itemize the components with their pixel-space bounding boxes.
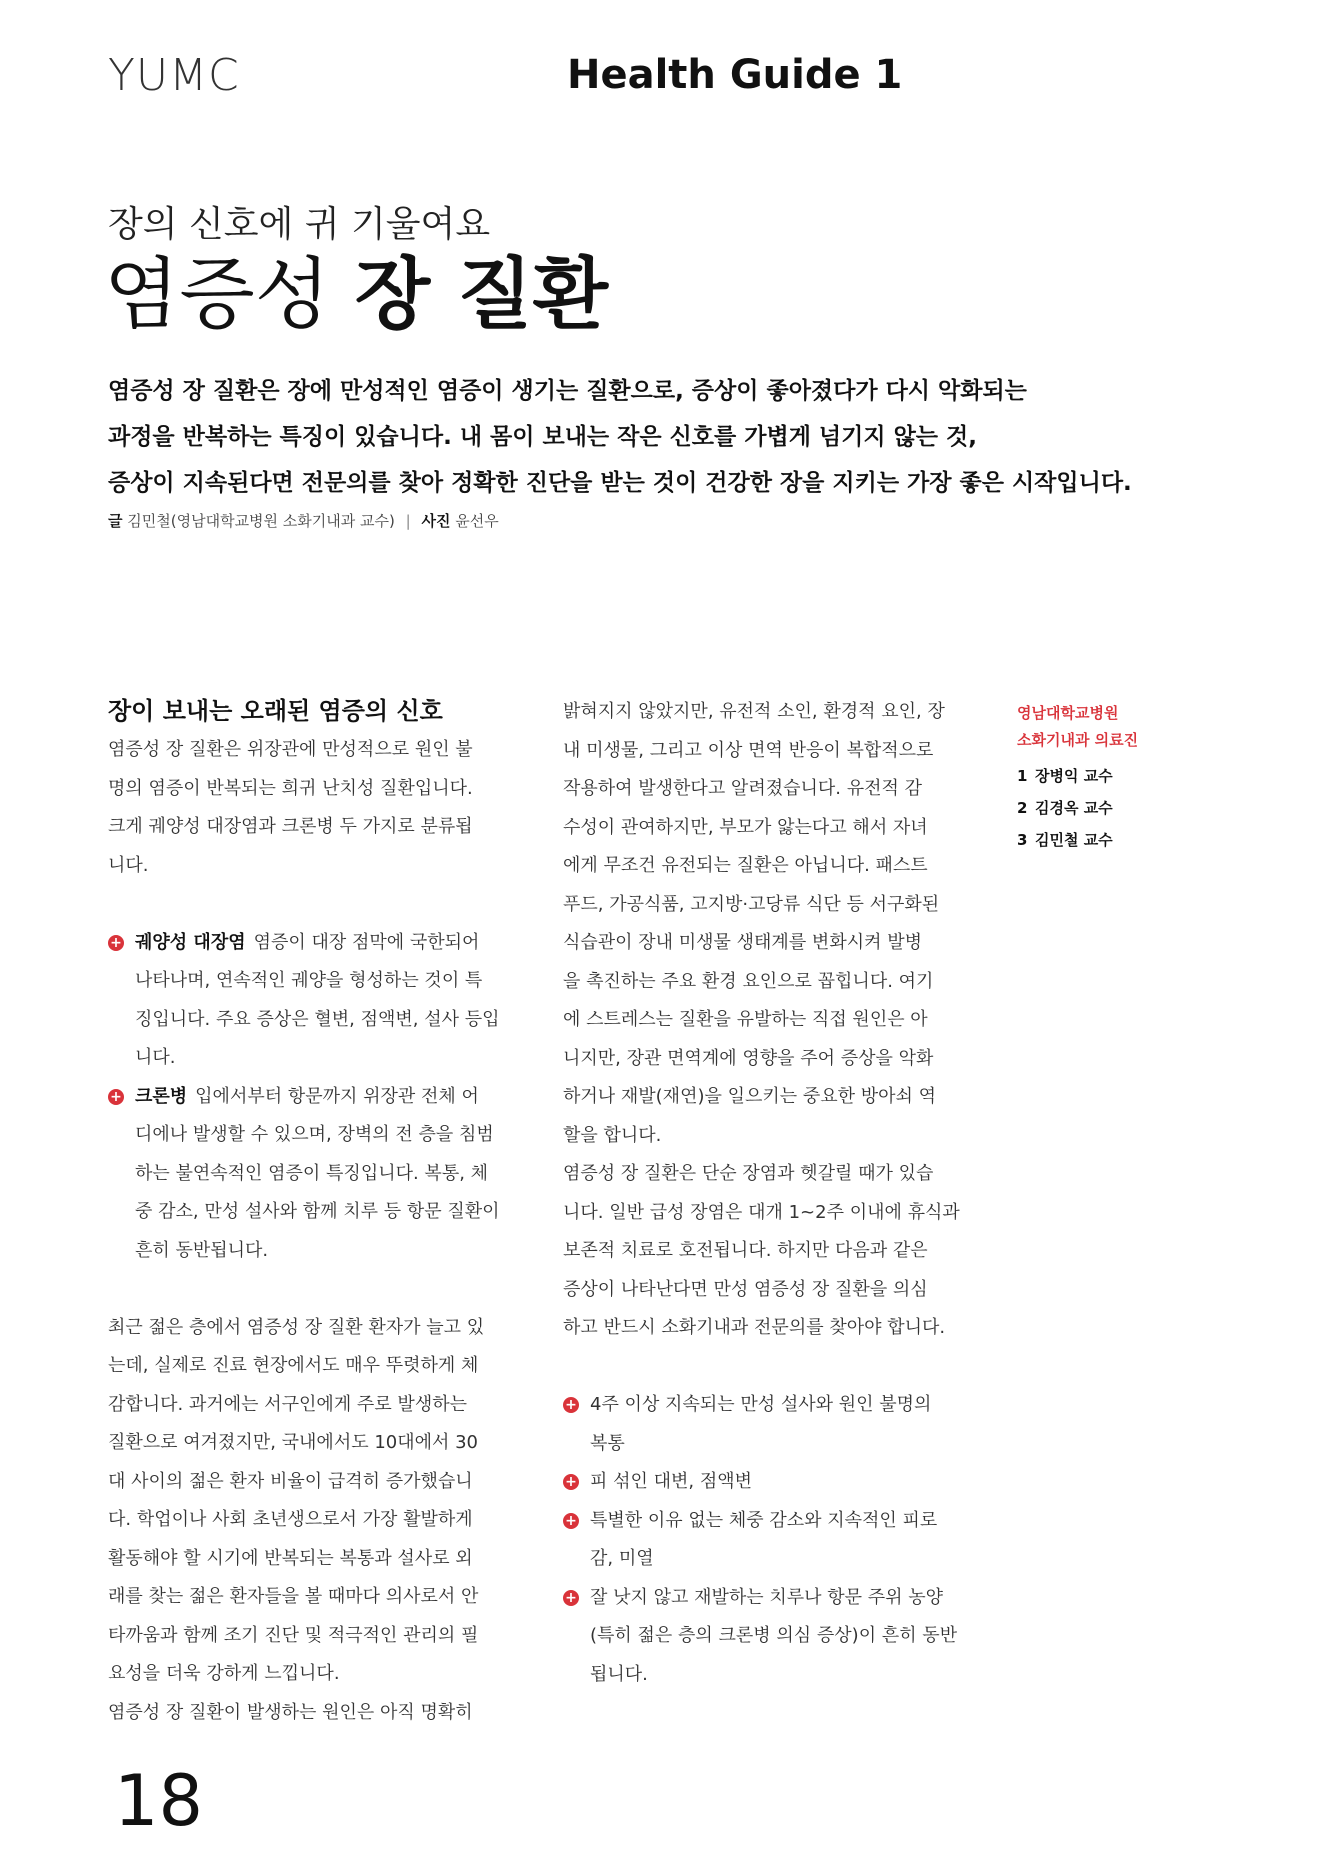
text-line: 하는 불연속적인 염증이 특징입니다. 복통, 체: [135, 1162, 489, 1184]
text-line: (특히 젊은 층의 크론병 의심 증상)이 흔히 동반: [590, 1625, 958, 1646]
text-line: 다. 학업이나 사회 초년생으로서 가장 활발하게: [108, 1509, 473, 1530]
byline: [108, 510, 499, 531]
article-subtitle: 장의 신호에 귀 기울여요: [108, 204, 491, 245]
text-line: 식습관이 장내 미생물 생태계를 변화시켜 발병: [563, 932, 922, 953]
writer-label: 글: [108, 512, 123, 530]
lead-paragraph: [108, 368, 1178, 506]
byline-separator: |: [405, 512, 411, 530]
bullet-crohns-disease: [108, 1078, 504, 1271]
symptom-item: [563, 1463, 958, 1502]
text-line: 입에서부터 항문까지 위장관 전체 어: [195, 1085, 479, 1107]
plus-circle-icon: +: [563, 1474, 579, 1490]
bullet-ulcerative-colitis: [108, 924, 504, 1078]
symptom-item: [563, 1386, 958, 1463]
text-line: 나타나며, 연속적인 궤양을 형성하는 것이 특: [135, 970, 483, 991]
symptom-item: [563, 1502, 958, 1579]
text-line: 할을 합니다.: [563, 1124, 662, 1146]
text-line: 하거나 재발(재연)을 일으키는 중요한 방아쇠 역: [563, 1086, 937, 1107]
text-line: 염증성 장 질환은 단순 장염과 헷갈릴 때가 있습: [563, 1163, 934, 1184]
text-line: 최근 젊은 층에서 염증성 장 질환 환자가 늘고 있: [108, 1316, 485, 1338]
text-line: 활동해야 할 시기에 반복되는 복통과 설사로 외: [108, 1547, 473, 1569]
text-line: 니다. 일반 급성 장염은 대개 1~2주 이내에 휴식과: [563, 1201, 960, 1223]
team-org: 영남대학교병원: [1017, 704, 1119, 722]
medical-team-sidebar: [1017, 700, 1217, 856]
text-line: 수성이 관여하지만, 부모가 앓는다고 해서 자녀: [563, 816, 928, 838]
text-line: 니다.: [135, 1047, 176, 1068]
text-line: 타까움과 함께 조기 진단 및 적극적인 관리의 필: [108, 1624, 479, 1646]
doctor-list: [1017, 760, 1217, 856]
plus-circle-icon: +: [108, 1089, 124, 1105]
text-line: 래를 찾는 젊은 환자들을 볼 때마다 의사로서 안: [108, 1586, 479, 1607]
photo-label: 사진: [421, 512, 451, 530]
text-line: 징입니다. 주요 증상은 혈변, 점액변, 설사 등입: [135, 1008, 500, 1030]
plus-circle-icon: +: [563, 1397, 579, 1413]
article-column-1: [108, 693, 504, 1732]
text-line: 을 촉진하는 주요 환경 요인으로 꼽힙니다. 여기: [563, 970, 934, 992]
text-line: 염증이 대장 점막에 국한되어: [253, 931, 480, 953]
text-line: 니다.: [108, 854, 149, 876]
plus-circle-icon: +: [563, 1590, 579, 1606]
title-bold: 장 질환: [354, 250, 609, 340]
text-line: 밝혀지지 않았지만, 유전적 소인, 환경적 요인, 장: [563, 701, 945, 722]
text-line: 푸드, 가공식품, 고지방·고당류 식단 등 서구화된: [563, 893, 940, 915]
photographer-name: 윤선우: [455, 512, 499, 530]
doctor-item: 2 김경옥 교수: [1017, 799, 1113, 817]
text-line: 염증성 장 질환은 위장관에 만성적으로 원인 불: [108, 739, 473, 760]
text-line: 작용하여 발생한다고 알려졌습니다. 유전적 감: [563, 778, 922, 799]
text-line: 염증성 장 질환이 발생하는 원인은 아직 명확히: [108, 1701, 473, 1723]
text-line: 피 섞인 대변, 점액변: [590, 1471, 752, 1492]
symptom-item: [563, 1579, 958, 1695]
text-line: 보존적 치료로 호전됩니다. 하지만 다음과 같은: [563, 1240, 928, 1261]
text-line: 디에나 발생할 수 있으며, 장벽의 전 층을 침범: [135, 1124, 494, 1145]
bullet-term: 크론병: [135, 1085, 188, 1107]
text-line: 증상이 나타난다면 만성 염증성 장 질환을 의심: [563, 1278, 928, 1300]
lead-line: 염증성 장 질환은 장에 만성적인 염증이 생기는 질환으로, 증상이 좋아졌다가 다시 악화되는: [108, 378, 1027, 404]
text-line: 크게 궤양성 대장염과 크론병 두 가지로 분류됩: [108, 816, 473, 837]
section-heading: 장이 보내는 오래된 염증의 신호: [108, 697, 443, 725]
article-column-2: [563, 693, 958, 1694]
text-line: 요성을 더욱 강하게 느낍니다.: [108, 1663, 340, 1684]
doctor-item: 3 김민철 교수: [1017, 831, 1113, 849]
plus-circle-icon: +: [108, 935, 124, 951]
brand-logo: YUMC: [108, 50, 240, 101]
article-title: [104, 250, 609, 340]
text-line: 는데, 실제로 진료 현장에서도 매우 뚜렷하게 체: [108, 1355, 479, 1376]
text-line: 대 사이의 젊은 환자 비율이 급격히 증가했습니: [108, 1470, 473, 1492]
page-number: 18: [114, 1760, 204, 1842]
plus-circle-icon: +: [563, 1513, 579, 1529]
text-line: 감, 미열: [590, 1548, 654, 1569]
text-line: 4주 이상 지속되는 만성 설사와 원인 불명의: [590, 1394, 932, 1415]
text-line: 중 감소, 만성 설사와 함께 치루 등 항문 질환이: [135, 1201, 500, 1222]
text-line: 내 미생물, 그리고 이상 면역 반응이 복합적으로: [563, 739, 934, 761]
bullet-term: 궤양성 대장염: [135, 931, 246, 953]
text-line: 에게 무조건 유전되는 질환은 아닙니다. 패스트: [563, 855, 928, 876]
text-line: 명의 염증이 반복되는 희귀 난치성 질환입니다.: [108, 777, 473, 799]
text-line: 복통: [590, 1432, 625, 1454]
text-line: 에 스트레스는 질환을 유발하는 직접 원인은 아: [563, 1009, 928, 1030]
text-line: 특별한 이유 없는 체중 감소와 지속적인 피로: [590, 1509, 938, 1531]
lead-line: 증상이 지속된다면 전문의를 찾아 정확한 진단을 받는 것이 건강한 장을 지키는 가장 좋은 시작입니다.: [108, 470, 1132, 496]
text-line: 흔히 동반됩니다.: [135, 1239, 269, 1261]
text-line: 감합니다. 과거에는 서구인에게 주로 발생하는: [108, 1393, 467, 1415]
writer-name: 김민철(영남대학교병원 소화기내과 교수): [127, 512, 395, 530]
text-line: 됩니다.: [590, 1663, 648, 1685]
doctor-item: 1 장병익 교수: [1017, 767, 1113, 785]
title-light: 염증성: [104, 250, 331, 340]
text-line: 질환으로 여겨졌지만, 국내에서도 10대에서 30: [108, 1432, 479, 1453]
lead-line: 과정을 반복하는 특징이 있습니다. 내 몸이 보내는 작은 신호를 가볍게 넘기지 않는 것,: [108, 424, 977, 450]
text-line: 하고 반드시 소화기내과 전문의를 찾아야 합니다.: [563, 1317, 946, 1338]
text-line: 잘 낫지 않고 재발하는 치루나 항문 주위 농양: [590, 1586, 944, 1608]
team-dept: 소화기내과 의료진: [1017, 731, 1139, 749]
text-line: 니지만, 장관 면역계에 영향을 주어 증상을 악화: [563, 1047, 934, 1069]
section-label: Health Guide 1: [567, 52, 903, 98]
